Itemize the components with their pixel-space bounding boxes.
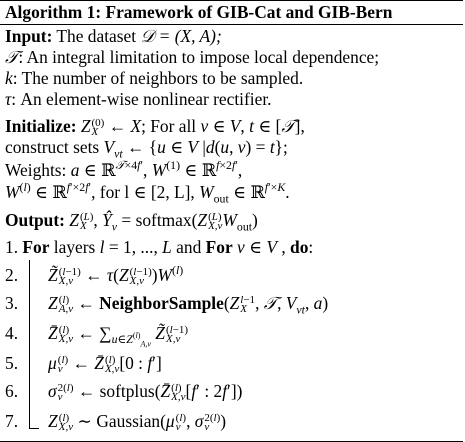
input-T-line: 𝒯: An integral limitation to impose local dependence; <box>5 47 380 67</box>
input-dataset-text: The dataset <box>52 26 141 46</box>
softmax-text: softmax <box>135 210 192 230</box>
input-dataset-eq: 𝒟 = (X, A); <box>140 26 222 46</box>
T-description: : An integral limitation to impose local dependence; <box>18 47 380 67</box>
output-line: Output: Z (L) X , $Ŷ_v$ = softmax(Z (L) X,v $W_{out}$) <box>5 210 258 234</box>
tau-description: : An element-wise nonlinear rectifier. <box>11 89 272 109</box>
title-rule <box>0 24 463 25</box>
step-1: 1. For layers l = 1, ..., L and For v ∈ V , do: <box>5 237 314 257</box>
gaussian-fn: Gaussian <box>96 411 161 431</box>
construct-line: construct sets $V_{vt}$ ← {u ∈ V |d(u, v) = t}; <box>5 137 288 161</box>
step-5: 5. μ (l) v ← Z̄ (l) X,v [0 : f′] <box>5 353 162 375</box>
output-label: Output: <box>5 210 65 230</box>
step-7: 7. Z (l) X,v ∼ Gaussian(μ (l) v , σ 2(l) v ) <box>5 411 227 433</box>
algorithm-title: Algorithm 1: Framework of GIB-Cat and GIB-Bern <box>5 2 393 22</box>
initialize-label: Initialize: <box>5 116 77 136</box>
softplus-fn: softplus <box>99 381 155 401</box>
for-l-text: , for l ∈ [2, L], <box>91 182 200 202</box>
step-6: 6. σ 2(l) v ← softplus(Z̄ (l) X,v [f′ : 2f′]) <box>5 381 243 403</box>
step-4: 4. Z̄ (l) X,v ← $\sum_{u\in Z^{(l)}_{A,v}}$ Z̃ (l−1) X,v <box>5 323 189 349</box>
initialize-line: Initialize: Z (0) X ← X; For all v ∈ V, t ∈ [𝒯], <box>5 116 305 138</box>
input-k-line: k: The number of neighbors to be sampled. <box>5 68 304 88</box>
input-line <box>5 26 222 46</box>
input-label: Input: <box>5 26 53 46</box>
step-2: 2. Z̃ (l−1) X,v ← τ(Z (l−1) X,v )$W^{(l)}$ <box>5 263 184 287</box>
k-description: : The number of neighbors to be sampled. <box>12 68 304 88</box>
construct-text: construct sets <box>5 137 104 157</box>
forall-text: ; For all <box>141 116 201 136</box>
weights-label: Weights: <box>5 160 71 180</box>
neighbor-sample-fn: NeighborSample <box>99 293 224 313</box>
weights-line-2: $W^{(l)}$ ∈ ℝ$^{f'\times 2f'}$, for l ∈ [2, L], $W_{out}$ ∈ ℝ$^{f'\times K}$. <box>5 180 290 206</box>
step-3: 3. Z (l) A,v ← NeighborSample(Z l−1 X , 𝒯, $V_{vt}$, a) <box>5 293 329 317</box>
weights-line: Weights: a ∈ ℝ$^{𝒯\times 4f'}$, $W^{(1)}$ ∈ ℝ$^{f\times 2f'}$, <box>5 158 243 180</box>
input-tau-line: τ: An element-wise nonlinear rectifier. <box>5 89 272 109</box>
